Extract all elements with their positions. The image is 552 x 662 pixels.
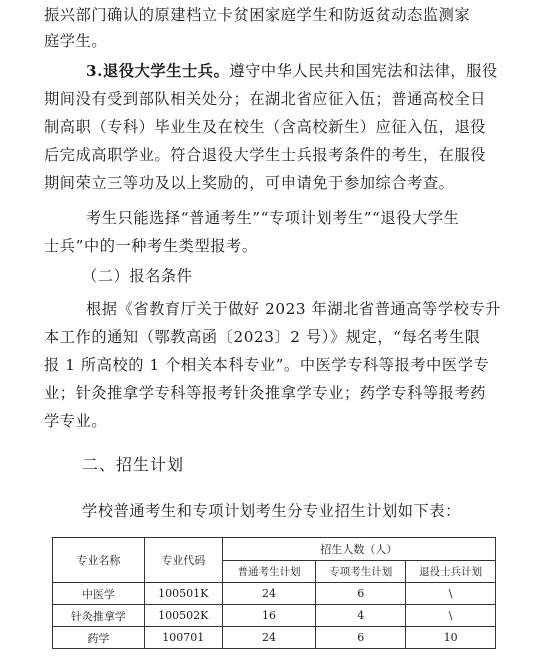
header-enrollment-group: 招生人数（人） <box>222 538 495 561</box>
paragraph-line: 后完成高职学业。符合退役大学生士兵报考条件的考生，在服役 <box>44 146 487 164</box>
paragraph-line: 本工作的通知（鄂教高函〔2023〕2 号）》规定，“每名考生限 <box>44 328 481 346</box>
table-header-row <box>53 538 496 561</box>
cell-code: 100701 <box>144 627 222 649</box>
paragraph-line: 振兴部门确认的原建档立卡贫困家庭学生和防返贫动态监测家 <box>44 6 471 24</box>
table-row <box>53 583 496 605</box>
paragraph-line: 学专业。 <box>44 412 108 430</box>
paragraph-line: 制高职（专科）毕业生及在校生（含高校新生）应征入伍，退役 <box>44 118 487 136</box>
paragraph-line <box>86 58 552 84</box>
cell-regular: 24 <box>222 627 316 649</box>
header-regular: 普通考生计划 <box>222 560 316 583</box>
cell-veteran: \ <box>406 605 496 627</box>
section-heading: 二、招生计划 <box>82 455 185 474</box>
item-text: 遵守中华人民共和国宪法和法律，服役 <box>229 62 498 80</box>
cell-major: 针灸推拿学 <box>53 605 145 627</box>
header-major: 专业名称 <box>53 538 145 583</box>
paragraph-line: 期间没有受到部队相关处分；在湖北省应征入伍；普通高校全日 <box>44 90 487 108</box>
header-veteran: 退役士兵计划 <box>406 560 496 583</box>
paragraph-line: 学校普通考生和专项计划考生分专业招生计划如下表： <box>82 502 461 520</box>
cell-veteran: \ <box>406 583 496 605</box>
cell-special: 6 <box>316 627 406 649</box>
cell-veteran: 10 <box>406 627 496 649</box>
header-special: 专项考生计划 <box>316 560 406 583</box>
item-heading: 3.退役大学生士兵。 <box>86 62 230 80</box>
cell-major: 中医学 <box>53 583 145 605</box>
cell-code: 100501K <box>144 583 222 605</box>
paragraph-line: 报 1 所高校的 1 个相关本科专业”。中医学专科等报考中医学专 <box>44 356 490 374</box>
sub-heading: （二）报名条件 <box>82 267 193 285</box>
paragraph-line: 根据《省教育厅关于做好 2023 年湖北省普通高等学校专升 <box>86 300 502 318</box>
paragraph-line: 士兵”中的一种考生类型报考。 <box>44 237 258 255</box>
cell-special: 4 <box>316 605 406 627</box>
cell-major: 药学 <box>53 627 145 649</box>
paragraph-line: 庭学生。 <box>44 32 108 50</box>
cell-code: 100502K <box>144 605 222 627</box>
paragraph-line: 业；针灸推拿学专科等报考针灸推拿学专业；药学专科等报考药 <box>44 384 487 402</box>
table-row <box>53 605 496 627</box>
paragraph-line: 期间荣立三等功及以上奖励的，可申请免于参加综合考查。 <box>44 174 455 192</box>
header-code: 专业代码 <box>144 538 222 583</box>
paragraph-line: 考生只能选择“普通考生”“专项计划考生”“退役大学生 <box>86 209 460 227</box>
enrollment-plan-table <box>52 537 496 649</box>
cell-regular: 16 <box>222 605 316 627</box>
cell-special: 6 <box>316 583 406 605</box>
table-row <box>53 627 496 649</box>
cell-regular: 24 <box>222 583 316 605</box>
